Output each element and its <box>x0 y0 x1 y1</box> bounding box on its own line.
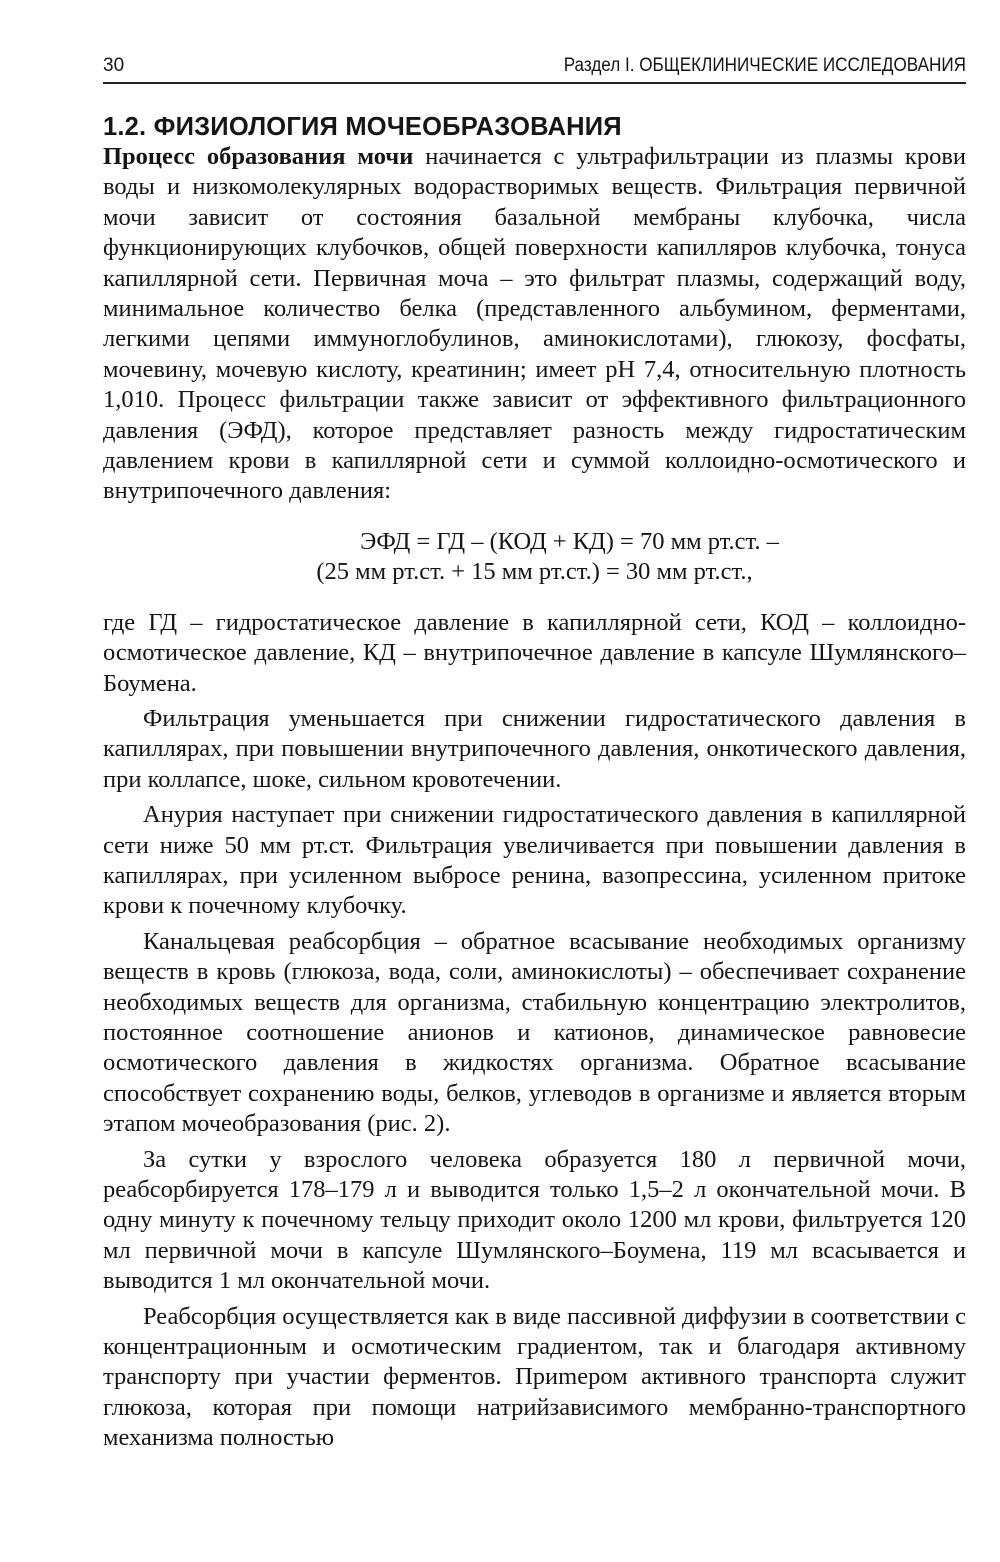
paragraph-intro-text: начинается с ультрафильтрации из плазмы крови воды и низкомолекулярных водорастворимых веществ. Фильтрация первичной мочи зависит от состояния базальной мембраны клубочка, числа функционирующих клубочков, общей поверхности капилляров клубочка, тонуса капиллярной сети. Первичная моча – это фильтрат плазмы, содержащий воду, минимальное количество белка (представленного альбумином, ферментами, легкими цепями иммуноглобулинов, аминокислотами), глюкозу, фосфаты, мочевину, мочевую кислоту, креатинин; имеет pH 7,4, относительную плотность 1,010. Процесс фильтрации также зависит от эффективного фильтрационного давления (ЭФД), которое представляет разность между гидростатическим давлением крови в капиллярной сети и суммой коллоидно-осмотического и внутрипочечного давления: <box>103 143 967 505</box>
paragraph-daily-volume: За сутки у взрослого человека образуется 180 л первичной мочи, реабсорбируется 178–179 л и выводится только 1,5–2 л окончательной мочи. В одну минуту к почечному тельцу приходит около 1200 мл крови, фильтруется 120 мл первичной мочи в капсуле Шумлянского–Боумена, 119 мл всасывается и выводится 1 мл окончательной мочи. <box>103 1145 966 1295</box>
paragraph-legend: где ГД – гидростатическое давление в капиллярной сети, КОД – коллоидно-осмотическое давление, КД – внутрипочечное давление в капсуле Шумлянского–Боумена. <box>103 608 966 697</box>
formula-line-2: (25 мм рт.ст. + 15 мм рт.ст.) = 30 мм рт.ст., <box>316 558 753 586</box>
section-title: Раздел I. ОБЩЕКЛИНИЧЕСКИЕ ИССЛЕДОВАНИЯ <box>563 55 966 76</box>
paragraph-filtration: Фильтрация уменьшается при снижении гидростатического давления в капиллярах, при повышении внутрипочечного давления, онкотического давления, при коллапсе, шоке, сильном кровотечении. <box>103 704 966 793</box>
paragraph-reabsorption: Канальцевая реабсорбция – обратное всасывание необходимых организму веществ в кровь (глюкоза, вода, соли, аминокислоты) – обеспечивает сохранение необходимых веществ для организма, стабильную концентрацию электролитов, постоянное соотношение анионов и катионов, динамическое равновесие осмотического давления в жидкостях организма. Обратное всасывание способствует сохранению воды, белков, углеводов в организме и является вторым этапом мочеобразования (рис. 2). <box>103 927 966 1138</box>
paragraph-intro <box>103 142 966 507</box>
body-text <box>103 142 966 1454</box>
formula <box>103 527 966 588</box>
paragraph-anuria: Анурия наступает при снижении гидростатического давления в капиллярной сети ниже 50 мм рт.ст. Фильтрация увеличивается при повышении давления в капиллярах, при усиленном выбросе ренина, вазопрессина, усиленном притоке крови к почечному клубочку. <box>103 801 966 920</box>
page <box>103 54 966 1454</box>
chapter-heading: 1.2. ФИЗИОЛОГИЯ МОЧЕОБРАЗОВАНИЯ <box>103 113 622 141</box>
paragraph-lead-term: Процесс образования мочи <box>103 143 414 170</box>
paragraph-transport: Реабсорбция осуществляется как в виде пассивной диффузии в соответствии с концентрационным и осмотическим градиентом, так и благодаря активному транспорту при участии ферментов. Приmером активного транспорта служит глюкоза, которая при помощи натрийзависимого мембранно-транспортного механизма полностью <box>103 1302 967 1452</box>
running-header <box>103 54 966 84</box>
page-number: 30 <box>103 55 125 76</box>
formula-line-1: ЭФД = ГД – (КОД + КД) = 70 мм рт.ст. – <box>360 527 779 555</box>
